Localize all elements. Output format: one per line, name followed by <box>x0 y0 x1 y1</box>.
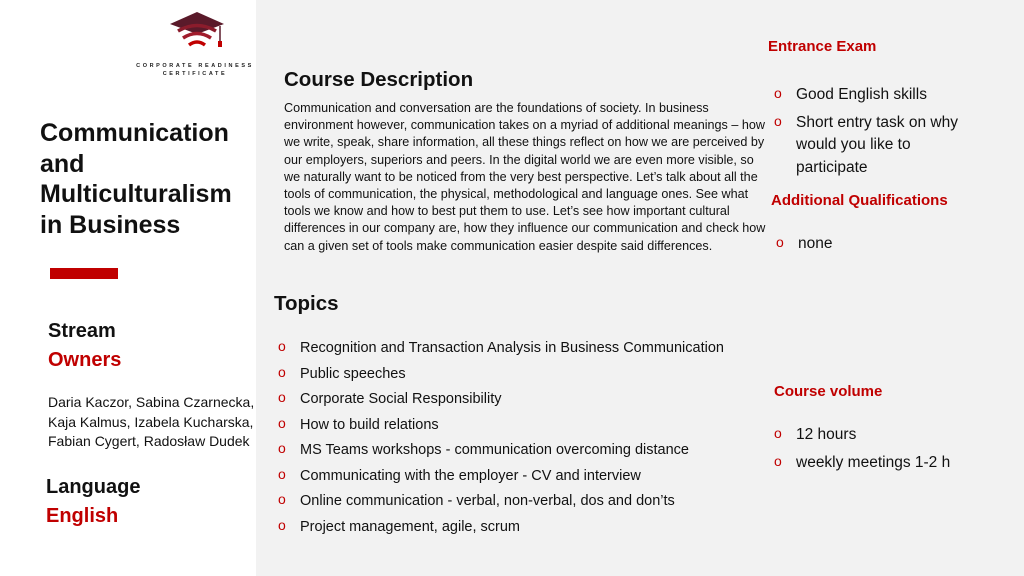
bullet-icon: o <box>278 338 286 354</box>
entrance-exam-item <box>772 112 982 180</box>
topic-item <box>276 440 756 466</box>
bullet-icon: o <box>278 389 286 405</box>
course-volume-heading: Course volume <box>774 383 883 400</box>
entrance-exam-heading: Entrance Exam <box>768 38 877 55</box>
language-label: Language <box>46 476 141 498</box>
additional-qualification-text: none <box>798 235 833 252</box>
topic-text: Public speeches <box>300 365 406 382</box>
course-title: Communication and Multiculturalism in Business <box>40 119 232 239</box>
topic-item <box>276 389 756 415</box>
bullet-icon: o <box>278 440 286 456</box>
additional-qualification-item <box>774 234 974 254</box>
title-divider <box>50 268 118 279</box>
bullet-icon: o <box>776 234 784 250</box>
topic-item <box>276 491 756 517</box>
topic-item <box>276 338 756 364</box>
graduation-cap-wifi-icon <box>166 10 228 52</box>
entrance-exam-list <box>772 84 982 184</box>
topic-item <box>276 466 756 492</box>
bullet-icon: o <box>774 425 782 441</box>
bullet-icon: o <box>774 85 782 101</box>
topic-text: Corporate Social Responsibility <box>300 391 502 407</box>
brand-line-2: CERTIFICATE <box>162 71 228 77</box>
language-value: English <box>46 505 119 527</box>
bullet-icon: o <box>278 516 286 533</box>
course-volume-text: 12 hours <box>796 426 857 443</box>
brand-line-1: CORPORATE READINESS <box>136 63 254 69</box>
stream-value: Owners <box>48 349 122 371</box>
topics-list <box>276 338 756 542</box>
course-volume-list <box>772 424 982 479</box>
topic-text: Project management, agile, scrum <box>300 518 521 535</box>
course-volume-item <box>772 452 982 475</box>
topic-text: MS Teams workshops - communication overcoming distance <box>300 442 689 458</box>
brand-name <box>120 62 270 78</box>
stream-label: Stream <box>48 320 116 342</box>
entrance-exam-item <box>772 84 982 107</box>
course-description-text: Communication and conversation are the foundations of society. In business environment however, communication takes on a myriad of additional meanings – how we write, speak, share information, all these things reflect on how we are perceived by our employers, superiors and peers. In the digital world we are even more visible, so we naturally want to be noticed from the very best perspective. Let’s talk about all the tools of communication, the physical, methodological and language ones. See what tools we know and how to best put them to use. Let’s see how important cultural differences in our company are, how they influence our communication and check how can a given set of tools make communication easier despite said differences. <box>284 101 766 253</box>
bullet-icon: o <box>774 452 782 469</box>
additional-qualifications-list <box>774 234 974 254</box>
authors-list: Daria Kaczor, Sabina Czarnecka, Kaja Kalmus, Izabela Kucharska, Fabian Cygert, Radosław Dudek <box>48 394 255 449</box>
bullet-icon: o <box>278 465 286 482</box>
bullet-icon: o <box>278 414 286 431</box>
topic-text: Communicating with the employer - CV and interview <box>300 467 641 484</box>
topic-text: Online communication - verbal, non-verbal, dos and don’ts <box>300 493 675 509</box>
topic-text: How to build relations <box>300 416 439 433</box>
additional-qualifications-heading: Additional Qualifications <box>771 192 948 209</box>
topic-text: Recognition and Transaction Analysis in Business Communication <box>300 340 724 356</box>
course-description-heading: Course Description <box>284 68 474 91</box>
entrance-exam-text: Good English skills <box>796 86 927 103</box>
left-panel <box>0 0 256 576</box>
bullet-icon: o <box>278 491 286 507</box>
topic-item <box>276 517 756 543</box>
topics-heading: Topics <box>274 292 339 315</box>
course-volume-item <box>772 424 982 447</box>
entrance-exam-text: Short entry task on why would you like to participate <box>796 113 958 176</box>
topic-item <box>276 415 756 441</box>
topic-item <box>276 364 756 390</box>
bullet-icon: o <box>278 363 286 380</box>
course-volume-text: weekly meetings 1-2 h <box>796 453 951 471</box>
bullet-icon: o <box>774 112 782 129</box>
